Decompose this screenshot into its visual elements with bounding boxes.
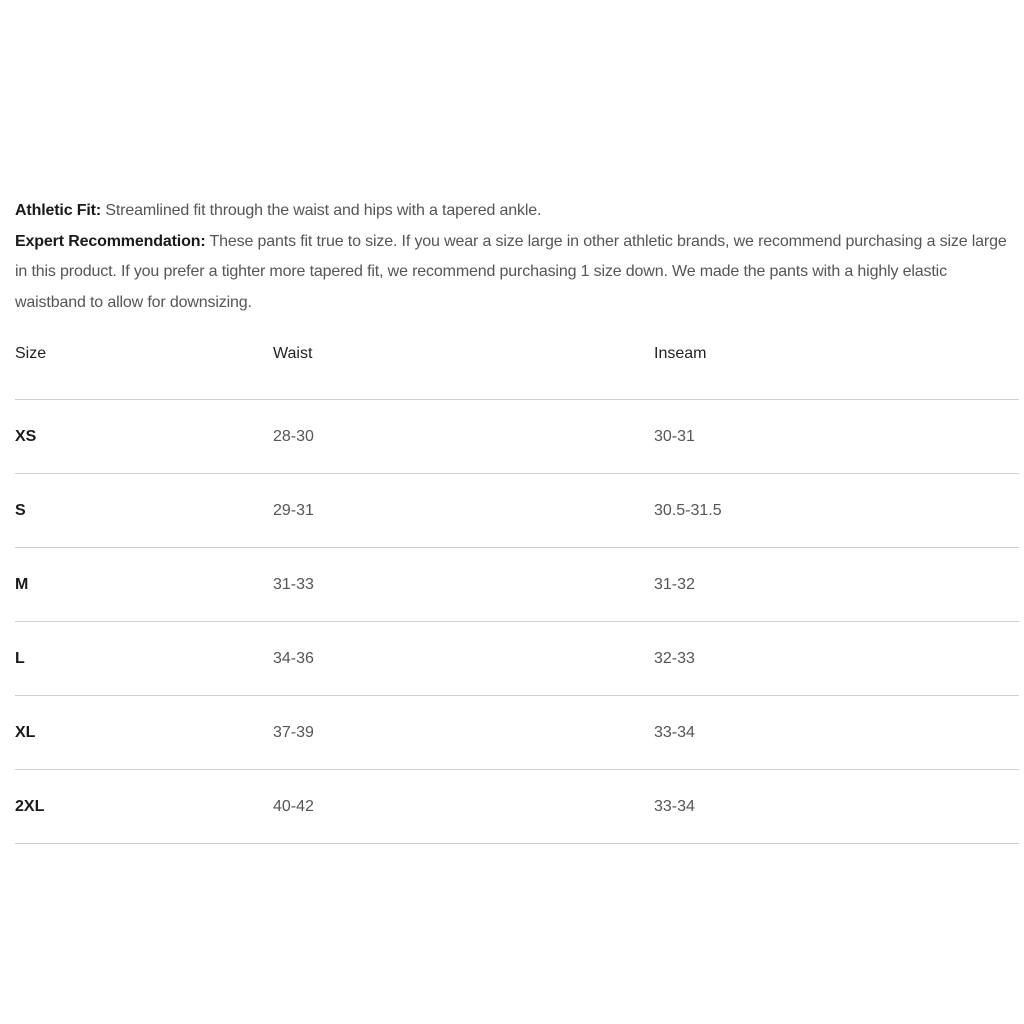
inseam-cell: 30-31: [654, 400, 1019, 474]
athletic-fit-paragraph: [15, 196, 1019, 227]
size-cell: XL: [15, 696, 273, 770]
size-chart-table: [15, 338, 1019, 844]
waist-cell: 29-31: [273, 474, 654, 548]
header-waist: Waist: [273, 338, 654, 400]
table-row: [15, 770, 1019, 844]
waist-cell: 34-36: [273, 622, 654, 696]
athletic-fit-text: Streamlined fit through the waist and hips with a tapered ankle.: [101, 202, 542, 219]
size-cell: 2XL: [15, 770, 273, 844]
table-row: [15, 696, 1019, 770]
size-cell: XS: [15, 400, 273, 474]
table-row: [15, 474, 1019, 548]
size-guide: [15, 196, 1019, 844]
waist-cell: 31-33: [273, 548, 654, 622]
expert-recommendation-text: These pants fit true to size. If you wear a size large in other athletic brands, we recommend purchasing a size large in this product. If you prefer a tighter more tapered fit, we recommend purchasing 1 size down. We made the pants with a highly elastic waistband to allow for downsizing.: [15, 232, 1007, 311]
waist-cell: 40-42: [273, 770, 654, 844]
table-row: [15, 548, 1019, 622]
table-header-row: [15, 338, 1019, 400]
inseam-cell: 31-32: [654, 548, 1019, 622]
size-cell: M: [15, 548, 273, 622]
table-row: [15, 400, 1019, 474]
inseam-cell: 32-33: [654, 622, 1019, 696]
expert-recommendation-paragraph: [15, 227, 1019, 319]
waist-cell: 28-30: [273, 400, 654, 474]
inseam-cell: 30.5-31.5: [654, 474, 1019, 548]
size-cell: S: [15, 474, 273, 548]
inseam-cell: 33-34: [654, 770, 1019, 844]
inseam-cell: 33-34: [654, 696, 1019, 770]
size-cell: L: [15, 622, 273, 696]
table-row: [15, 622, 1019, 696]
expert-recommendation-label: Expert Recommendation:: [15, 232, 206, 250]
athletic-fit-label: Athletic Fit:: [15, 202, 102, 219]
fit-description: [15, 196, 1019, 318]
header-size: Size: [15, 338, 273, 400]
header-inseam: Inseam: [654, 338, 1019, 400]
waist-cell: 37-39: [273, 696, 654, 770]
